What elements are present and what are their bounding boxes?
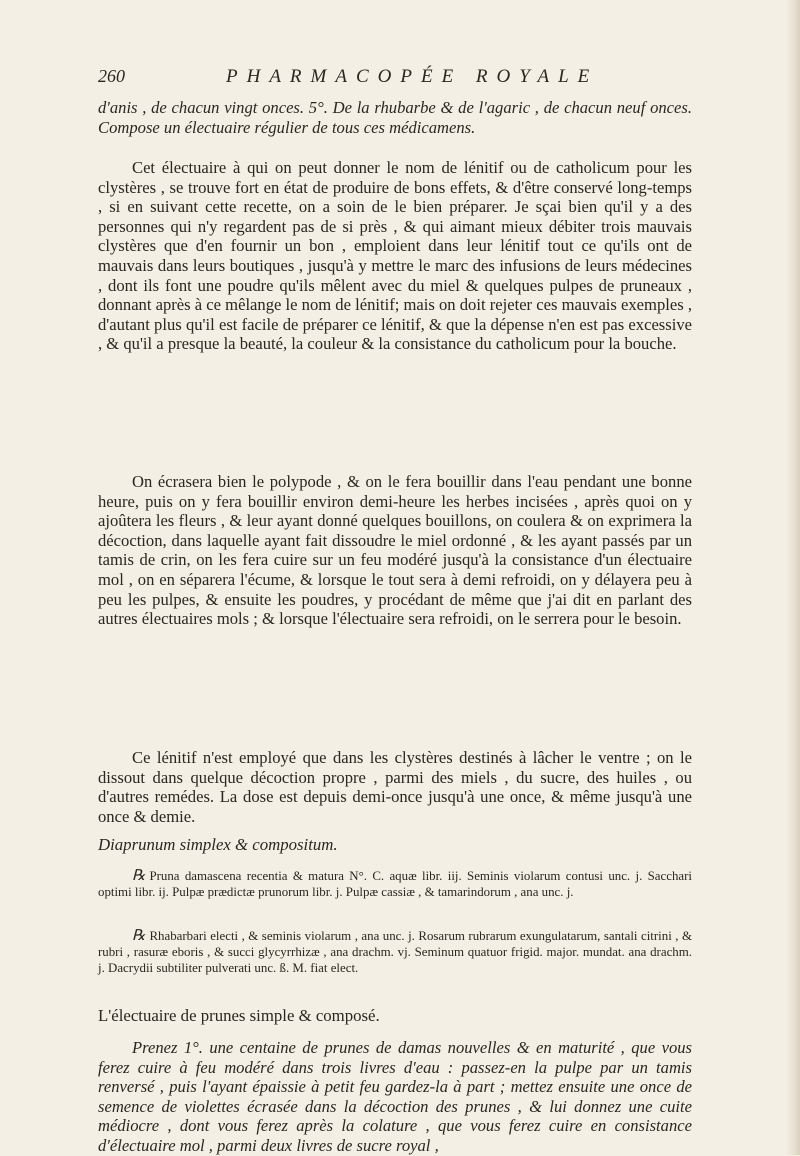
latin-formula-1 xyxy=(98,868,692,900)
block-preparation xyxy=(98,472,692,629)
block-usage xyxy=(98,748,692,826)
paragraph-recipe: Prenez 1°. une centaine de prunes de damas nouvelles & en maturité , que vous ferez cuire à feu modéré dans trois livres d'eau : passez-en la pulpe par un tamis renversé , puis l'ayant épaissie à petit feu gardez-la à part ; mettez ensuite une once de semence de violettes écrasée dans la décoction des prunes , & lui donnez une cuite médiocre , dont vous ferez après la colature , que vous ferez cuire en consistance d'électuaire mol , parmi deux livres de sucre royal , xyxy=(98,1038,692,1155)
block-intro xyxy=(98,98,692,137)
page-edge-shadow xyxy=(786,0,800,1155)
recipe-symbol: ℞ xyxy=(132,868,146,884)
page-number: 260 xyxy=(98,66,125,86)
paragraph-lenitif-description: Cet électuaire à qui on peut donner le nom de lénitif ou de catholicum pour les clystères , se trouve fort en état de produire de bons effets, & d'être conservé long-temps , si en suivant cette recette, on a soin de le bien préparer. Je sçai bien qu'il y a des personnes qui n'y regardent pas de si près , & qui aimant mieux débiter trois mauvais clystères que d'en fournir un bon , emploient dans leur lénitif tout ce qu'ils ont de mauvais dans leurs boutiques , jusqu'à y mettre le marc des infusions de leurs médecines , dont ils font une poudre qu'ils mêlent avec du miel & quelques pulpes de pruneaux , donnant après à ce mêlange le nom de lénitif; mais on doit rejeter ces mauvais exemples , d'autant plus qu'il est facile de préparer ce lénitif, & que la dépense n'en est pas excessive , & qu'il a presque la beauté, la couleur & la consistance du catholicum pour la bouche. xyxy=(98,158,692,354)
latin-formula-1-text: Pruna damascena recentia & matura N°. C. aquæ libr. iij. Seminis violarum contusi unc. j. Sacchari optimi libr. ij. Pulpæ prædictæ prunorum libr. j. Pulpæ cassiæ , & tamarindorum , ana unc. j. xyxy=(98,869,692,900)
latin-formula-2 xyxy=(98,928,692,977)
block-formula-1 xyxy=(98,868,692,900)
block-lenitif xyxy=(98,158,692,354)
block-formula-2 xyxy=(98,928,692,977)
section-heading-latin: Diaprunum simplex & compositum. xyxy=(98,835,338,854)
paragraph-preparation: On écrasera bien le polypode , & on le fera bouillir dans l'eau pendant une bonne heure, puis on y fera bouillir environ demi-heure les herbes incisées , après quoi on y ajoûtera les fleurs , & leur ayant donné quelques bouillons, on coulera & on exprimera la décoction, dans laquelle ayant fait dissoudre le miel ordonné , & les ayant passés par un tamis de crin, on les fera cuire sur un feu modéré jusqu'à la consistance d'un électuaire mol , on en séparera l'écume, & lorsque le tout sera à demi refroidi, on y délayera peu à peu les pulpes, & ensuite les poudres, y procédant de même que j'ai dit en parlant des autres électuaires mols ; & lorsque l'électuaire sera refroidi, on le serrera pour le besoin. xyxy=(98,472,692,629)
block-recipe xyxy=(98,1038,692,1156)
recipe-symbol: ℞ xyxy=(132,928,146,944)
running-title: PHARMACOPÉE ROYALE xyxy=(226,66,599,87)
section-heading-french: L'électuaire de prunes simple & composé. xyxy=(98,1006,380,1025)
paragraph-continuation: d'anis , de chacun vingt onces. 5°. De la rhubarbe & de l'agaric , de chacun neuf onces. Compose un électuaire régulier de tous ces médicamens. xyxy=(98,98,692,137)
page-header xyxy=(98,66,688,90)
paragraph-usage: Ce lénitif n'est employé que dans les clystères destinés à lâcher le ventre ; on le dissout dans quelque décoction propre , parmi des miels , du sucre, des huiles , ou d'autres remédes. La dose est depuis demi-once jusqu'à une once, & même jusqu'à une once & demie. xyxy=(98,748,692,826)
block-heading-latin xyxy=(98,835,692,855)
latin-formula-2-text: Rhabarbari electi , & seminis violarum , ana unc. j. Rosarum rubrarum exungulatarum, santali citrini , & rubri , rasuræ eboris , & succi glycyrrhizæ , ana drachm. vj. Seminum quatuor frigid. major. mundat. ana drachm. j. Dacrydii subtiliter pulverati unc. ß. M. fiat elect. xyxy=(98,929,692,976)
block-heading-french xyxy=(98,1006,692,1026)
